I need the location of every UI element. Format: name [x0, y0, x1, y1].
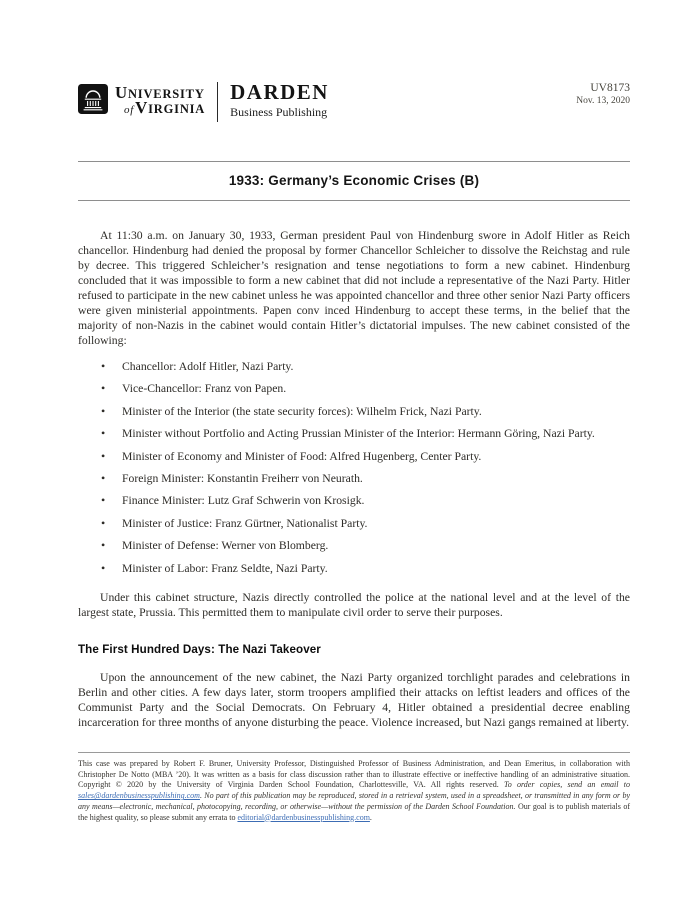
cabinet-list [78, 359, 630, 576]
document-number: UV8173 [590, 82, 630, 94]
uva-rotunda-icon [78, 84, 108, 114]
footer-text-segment: To order copies, send an email to [503, 780, 630, 790]
footer-text-segment: This case was prepared by Robert F. Bruner, University Professor, Distinguished Professor of Business Administration, and Dean Emeritus, in collaboration with Christopher De Notto (MBA ’20). It was written as a basis for class discussion rather than to illustrate effective or ineffective handling of an administrative situation. Copyright © 2020 by the University of Virginia Darden School Foundation, Charlottesville, VA. All rights reserved. [78, 759, 630, 790]
footer-text-segment: . No part of this publication may be reproduced, stored in a retrieval system, used in a spreadsheet, or transmitted in any form or by any means—electronic, mechanical, photocopying, recording, or otherwise—without the permission of the Darden School Foundation. [78, 791, 630, 811]
uva-wordmark-line1: UNIVERSITY [115, 83, 205, 102]
footer-text-segment: . [369, 812, 372, 822]
darden-logo-name: DARDEN [230, 80, 329, 104]
cabinet-list-item: • Vice-Chancellor: Franz von Papen. [122, 381, 630, 396]
section-heading: The First Hundred Days: The Nazi Takeover [78, 642, 321, 656]
cabinet-list-item: • Minister of Defense: Werner von Blomberg. [122, 538, 630, 553]
cabinet-list-item: • Minister without Portfolio and Acting Prussian Minister of the Interior: Hermann Göring, Nazi Party. [122, 426, 630, 441]
paragraph-cabinet-structure: Under this cabinet structure, Nazis directly controlled the police at the national level and at the level of the largest state, Prussia. This permitted them to manipulate civil order to serve their purposes. [78, 590, 630, 619]
uva-wordmark-line2: ofVIRGINIA [124, 98, 206, 117]
document-date: Nov. 13, 2020 [576, 96, 630, 106]
paragraph-first-hundred-days: Upon the announcement of the new cabinet, the Nazi Party organized torchlight parades and celebrations in Berlin and other cities. A few days later, storm troopers amplified their attacks on leftist leaders and offices of the Communist Party and the Social Democrats. On February 4, Hitler obtained a presidential decree enabling incarceration for three months of anyone disturbing the peace. Violence increased, but Nazi gangs remained at liberty. [78, 670, 630, 729]
publisher-brand [78, 80, 329, 122]
uva-wordmark [115, 83, 206, 117]
footer-note [78, 759, 630, 823]
paragraph-intro: At 11:30 a.m. on January 30, 1933, German president Paul von Hindenburg swore in Adolf Hitler as Reich chancellor. Hindenburg had denied the proposal by former Chancellor Schleicher to dissolve the Reichstag and rule by decree. This triggered Schleicher’s resignation and tense negotiations to form a new cabinet. Hindenburg concluded that it was impossible to form a new cabinet that did not include a representative of the Nazi Party. Hitler refused to participate in the new cabinet unless he was appointed chancellor and three other senior Nazi Party officers were given ministerial appointments. Papen conv inced Hindenburg to accept these terms, in the belief that the majority of non-Nazis in the cabinet would contain Hitler’s dictatorial impulses. The new cabinet consisted of the following: [78, 229, 630, 347]
document-meta [576, 82, 630, 108]
page-title: 1933: Germany’s Economic Crises (B) [228, 173, 480, 188]
editorial-email-link[interactable]: editorial@dardenbusinesspublishing.com [237, 812, 370, 822]
case-footer [78, 752, 630, 823]
brand-divider [217, 82, 218, 122]
darden-logo-subtitle: Business Publishing [230, 105, 328, 119]
cabinet-list-item: • Minister of Justice: Franz Gürtner, Nationalist Party. [122, 516, 630, 531]
case-body [78, 228, 630, 730]
cabinet-list-item: • Finance Minister: Lutz Graf Schwerin von Krosigk. [122, 493, 630, 508]
footer-text-segment: Our goal is to publish materials of the highest quality, so please submit any errata to [78, 801, 630, 822]
cabinet-list-item: • Foreign Minister: Konstantin Freiherr von Neurath. [122, 471, 630, 486]
darden-logo [230, 81, 329, 119]
cabinet-list-item: • Minister of the Interior (the state security forces): Wilhelm Frick, Nazi Party. [122, 404, 630, 419]
cabinet-list-item: • Chancellor: Adolf Hitler, Nazi Party. [122, 359, 630, 374]
cabinet-list-item: • Minister of Economy and Minister of Food: Alfred Hugenberg, Center Party. [122, 449, 630, 464]
cabinet-list-item: • Minister of Labor: Franz Seldte, Nazi Party. [122, 561, 630, 576]
sales-email-link[interactable]: sales@dardenbusinesspublishing.com [78, 791, 200, 801]
document-header [78, 80, 630, 128]
title-band [78, 161, 630, 201]
